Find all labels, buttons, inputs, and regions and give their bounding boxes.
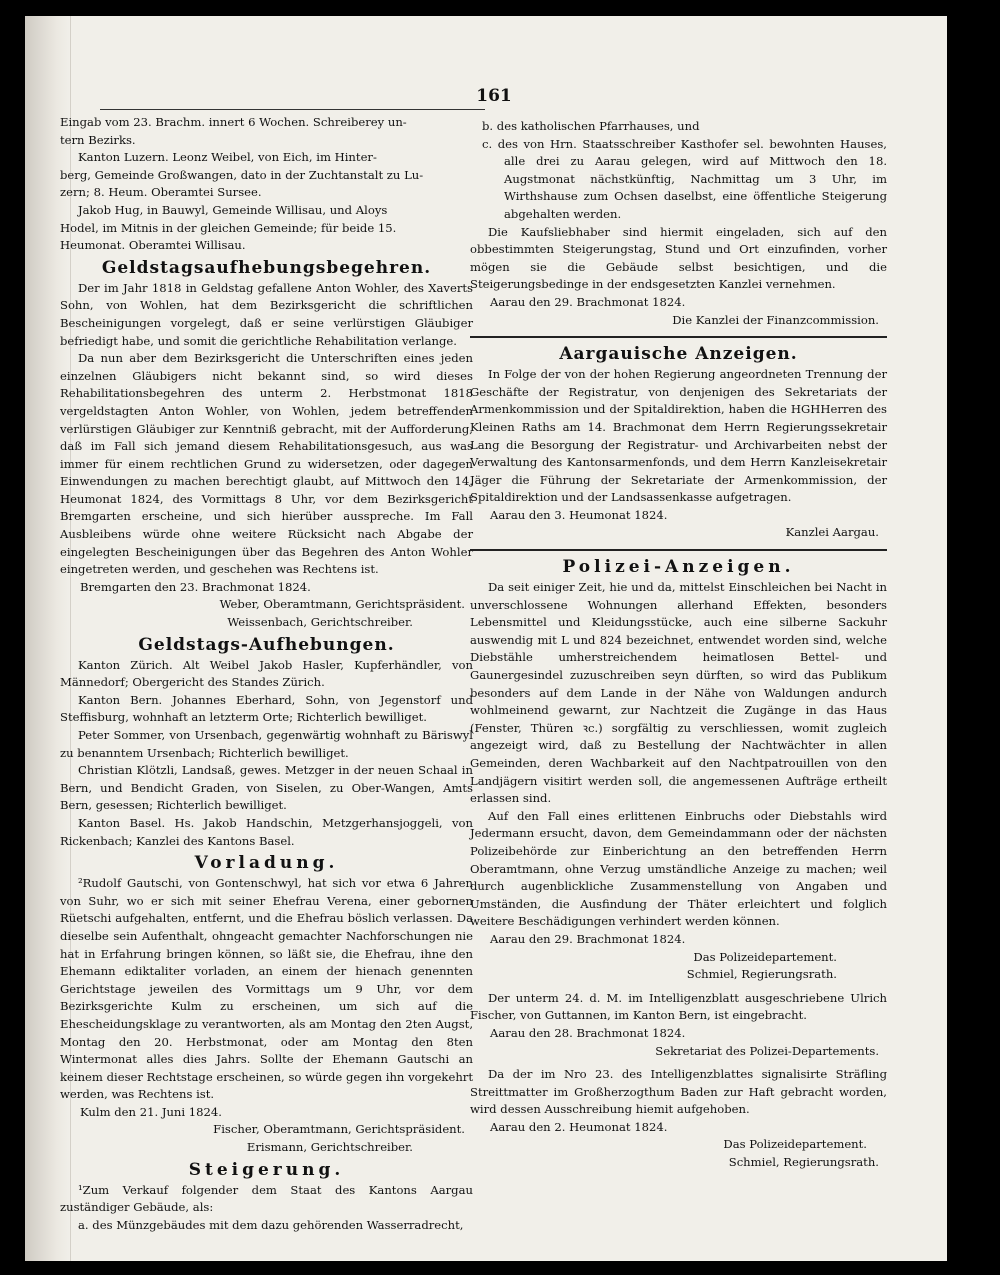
section-paragraph: Auf den Fall eines erlittenen Einbruchs oder Diebstahls wird Jedermann ersucht, davon, dem Gemeindammann oder der nächsten Polizeibehörde zur Einberichtung an den betreffenden Herrn Oberamtmann, ohne Verzug umständliche Anzeige zu machen; weil durch augenblickliche Zusammenstellung von Angaben und Umständen, die Ausfindung der Thäter erleichtert und folglich weitere Beschädigungen verhindert werden können.	[470, 808, 887, 929]
list-item: Kanton Zürich. Alt Weibel Jakob Hasler, Kupferhändler, von Männedorf; Obergericht des Standes Zürich.	[60, 657, 473, 690]
list-item: a. des Münzgebäudes mit dem dazu gehörenden Wasserradrecht,	[78, 1217, 464, 1232]
list-item: Christian Klötzli, Landsaß, gewes. Metzger in der neuen Schaal in Bern, und Bendicht Graden, von Siselen, zu Ober-Wangen, Amts Bern, gesessen; Richterlich bewilliget.	[60, 763, 473, 813]
signature-line: Das Polizeidepartement.	[723, 1137, 867, 1152]
date-line: Aarau den 28. Brachmonat 1824.	[490, 1025, 686, 1040]
signature-line: Weber, Oberamtmann, Gerichtspräsident.	[219, 597, 465, 612]
section-paragraph: Die Kaufsliebhaber sind hiermit eingeladen, sich auf den obbestimmten Steigerungstag, Stund und Ort einzufinden, vorher mögen sie die Gebäude selbst besichtigen, und die Steigerungsbedinge in der endsgesetzten Kanzlei vernehmen.	[470, 224, 887, 292]
list-item: c. des von Hrn. Staatsschreiber Kasthofer sel. bewohnten Hauses, alle drei zu Aarau gelegen, wird auf Mittwoch den 18. Augstmonat nächstkünftig, Nachmittag um 3 Uhr, im Wirthshause zum Ochsen daselbst, eine öffentliche Steigerung abgehalten werden.	[482, 136, 887, 221]
section-divider	[470, 336, 887, 338]
date-line: Kulm den 21. Juni 1824.	[80, 1104, 222, 1119]
section-paragraph: ¹Zum Verkauf folgender dem Staat des Kantons Aargau zuständiger Gebäude, als:	[60, 1182, 473, 1215]
signature-line: Fischer, Oberamtmann, Gerichtspräsident.	[213, 1122, 465, 1137]
intro-line: Jakob Hug, in Bauwyl, Gemeinde Willisau, und Aloys	[78, 202, 388, 217]
signature-line: Die Kanzlei der Finanzcommission.	[672, 312, 879, 327]
signature-line: Kanzlei Aargau.	[785, 525, 879, 540]
date-line: Aarau den 29. Brachmonat 1824.	[490, 294, 686, 309]
section-divider	[470, 549, 887, 551]
signature-line: Schmiel, Regierungsrath.	[728, 1155, 879, 1170]
header-rule	[100, 109, 485, 110]
section-title-aargauische-anzeigen: Aargauische Anzeigen.	[559, 344, 798, 365]
date-line: Aarau den 29. Brachmonat 1824.	[490, 931, 686, 946]
signature-line: Schmiel, Regierungsrath.	[686, 967, 837, 982]
list-item: Kanton Basel. Hs. Jakob Handschin, Metzgerhansjoggeli, von Rickenbach; Kanzlei des Kantons Basel.	[60, 815, 473, 848]
section-paragraph: Der unterm 24. d. M. im Intelligenzblatt ausgeschriebene Ulrich Fischer, von Guttannen, im Kanton Bern, ist eingebracht.	[470, 990, 887, 1023]
intro-line: tern Bezirks.	[60, 132, 136, 147]
intro-line: Heumonat. Oberamtei Willisau.	[60, 238, 246, 253]
section-title-geldstagsaufhebungsbegehren: Geldstagsaufhebungsbegehren.	[101, 257, 432, 278]
intro-line: Hodel, im Mitnis in der gleichen Gemeinde; für beide 15.	[60, 220, 397, 235]
section-title-steigerung: Steigerung.	[188, 1159, 345, 1180]
signature-line: Erismann, Gerichtschreiber.	[246, 1140, 413, 1155]
list-item: Peter Sommer, von Ursenbach, gegenwärtig wohnhaft zu Bäriswyl zu benanntem Ursenbach; Richterlich bewilliget.	[60, 728, 473, 760]
section-title-polizei-anzeigen: Polizei-Anzeigen.	[562, 557, 795, 578]
section-paragraph: In Folge der von der hohen Regierung angeordneten Trennung der Geschäfte der Registratur, von denjenigen des Sekretariats der Armenkommission und der Spitaldirektion, haben die HGHHerren des Kleinen Raths am 14. Brachmonat dem Herrn Regierungssekretair Lang die Besorgung der Registratur- und Archivarbeiten nebst der Verwaltung des Kantonsarmenfonds, und dem Herrn Kanzleisekretair Jäger die Führung der Sekretariate der Armenkommission, der Spitaldirektion und der Landsassenkasse aufgetragen.	[470, 367, 887, 505]
section-paragraph: ²Rudolf Gautschi, von Gontenschwyl, hat sich vor etwa 6 Jahren von Suhr, wo er sich mit seiner Ehefrau Verena, einer gebornen Rüetschi aufgehalten, entfernt, und die Ehefrau böslich verlassen. Da dieselbe sein Aufenthalt, ohngeacht gemachter Nachforschungen nie hat in Erfahrung bringen können, so läßt sie, die Ehefrau, ihne den Ehemann ediktaliter vorladen, an einem der hienach genennten Gerichtstage jeweilen des Vormittags um 9 Uhr, vor dem Bezirksgerichte Kulm zu erscheinen, um sich auf die Ehescheidungsklage zu verantworten, als am Montag den 2ten Augst, Montag den 20. Herbstmonat, oder am Montag den 8ten Wintermonat alles dies Jahrs. Sollte der Ehemann Gautschi an keinem dieser Rechtstage erscheinen, so würde gegen ihn vorgekehrt werden, was Rechtens ist.	[60, 876, 473, 1102]
date-line: Aarau den 3. Heumonat 1824.	[490, 507, 668, 522]
intro-line: zern; 8. Heum. Oberamtei Sursee.	[60, 185, 262, 200]
list-item: Kanton Bern. Johannes Eberhard, Sohn, von Jegenstorf und Steffisburg, wohnhaft an letzterm Orte; Richterlich bewilliget.	[60, 692, 473, 725]
right-column	[470, 118, 887, 1172]
signature-line: Sekretariat des Polizei-Departements.	[655, 1043, 879, 1058]
section-paragraph: Da der im Nro 23. des Intelligenzblattes signalisirte Sträfling Streittmatter im Großherzogthum Baden zur Haft gebracht worden, wird dessen Ausschreibung hiemit aufgehoben.	[470, 1067, 887, 1117]
intro-line: berg, Gemeinde Großwangen, dato in der Zuchtanstalt zu Lu-	[60, 167, 424, 182]
intro-line: Eingab vom 23. Brachm. innert 6 Wochen. Schreiberey un-	[60, 115, 407, 129]
signature-line: Das Polizeidepartement.	[693, 949, 837, 964]
newspaper-page	[25, 16, 947, 1261]
section-paragraph: Da nun aber dem Bezirksgericht die Unterschriften eines jeden einzelnen Gläubigers nicht bekannt sind, so wird dieses Rehabilitationsbegehren des unterm 2. Herbstmonat 1818 vergeldstagten Anton Wohler, von Wohlen, jedem betreffenden verlürstigen Gläubiger zur Kenntniß gebracht, mit der Aufforderung, daß im Fall sich jemand diesem Rehabilitationsgesuch, aus was immer für einem rechtlichen Grund zu widersetzen, oder dagegen Einwendungen zu machen berechtigt glaubt, auf Mittwoch den 14. Heumonat 1824, des Vormittags 8 Uhr, vor dem Bezirksgericht Bremgarten erscheine, und sich hierüber ausspreche. Im Fall Ausbleibens würde ohne weitere Rücksicht nach Abgabe der eingelegten Bescheinigungen über das Begehren des Anton Wohler eingetreten werden, und geschehen was Rechtens ist.	[60, 351, 473, 577]
list-item: b. des katholischen Pfarrhauses, und	[482, 119, 700, 133]
page-number: 161	[476, 86, 512, 106]
section-paragraph: Da seit einiger Zeit, hie und da, mittelst Einschleichen bei Nacht in unverschlossene Wohnungen allerhand Effekten, besonders Lebensmittel und Kleidungsstücke, auch eine silberne Sackuhr auswendig mit L und 824 bezeichnet, entwendet worden sind, welche Diebstähle umherstreichendem heimatlosen Bettel- und Gaunergesindel zuzuschreiben seyn dürften, so wird das Publikum besonders auf dem Lande in der Nähe von Waldungen andurch wohlmeinend gewarnt, zur Nachtzeit die Zugänge in das Haus (Fenster, Thüren ꝛc.) sorgfältig zu verschliessen, womit zugleich angezeigt wird, daß zu Bestellung der Nachtwächter in allen Gemeinden, deren Wachbarkeit auf den Nachtpatrouillen von den Landjägern visitirt werden soll, die angemessenen Aufträge ertheilt erlassen sind.	[470, 580, 887, 806]
section-paragraph: Der im Jahr 1818 in Geldstag gefallene Anton Wohler, des Xaverts Sohn, von Wohlen, hat dem Bezirksgericht die schriftlichen Bescheinigungen vorgelegt, daß er seine verlürstigen Gläubiger befriedigt habe, und somit die gerichtliche Rehabilitation verlange.	[60, 280, 473, 348]
left-column	[60, 114, 473, 1234]
section-title-vorladung: Vorladung.	[194, 853, 339, 874]
signature-line: Weissenbach, Gerichtschreiber.	[227, 615, 413, 630]
intro-line: Kanton Luzern. Leonz Weibel, von Eich, im Hinter-	[78, 150, 377, 165]
section-title-geldstags-aufhebungen: Geldstags-Aufhebungen.	[138, 634, 395, 655]
date-line: Aarau den 2. Heumonat 1824.	[490, 1119, 668, 1134]
date-line: Bremgarten den 23. Brachmonat 1824.	[80, 579, 311, 594]
